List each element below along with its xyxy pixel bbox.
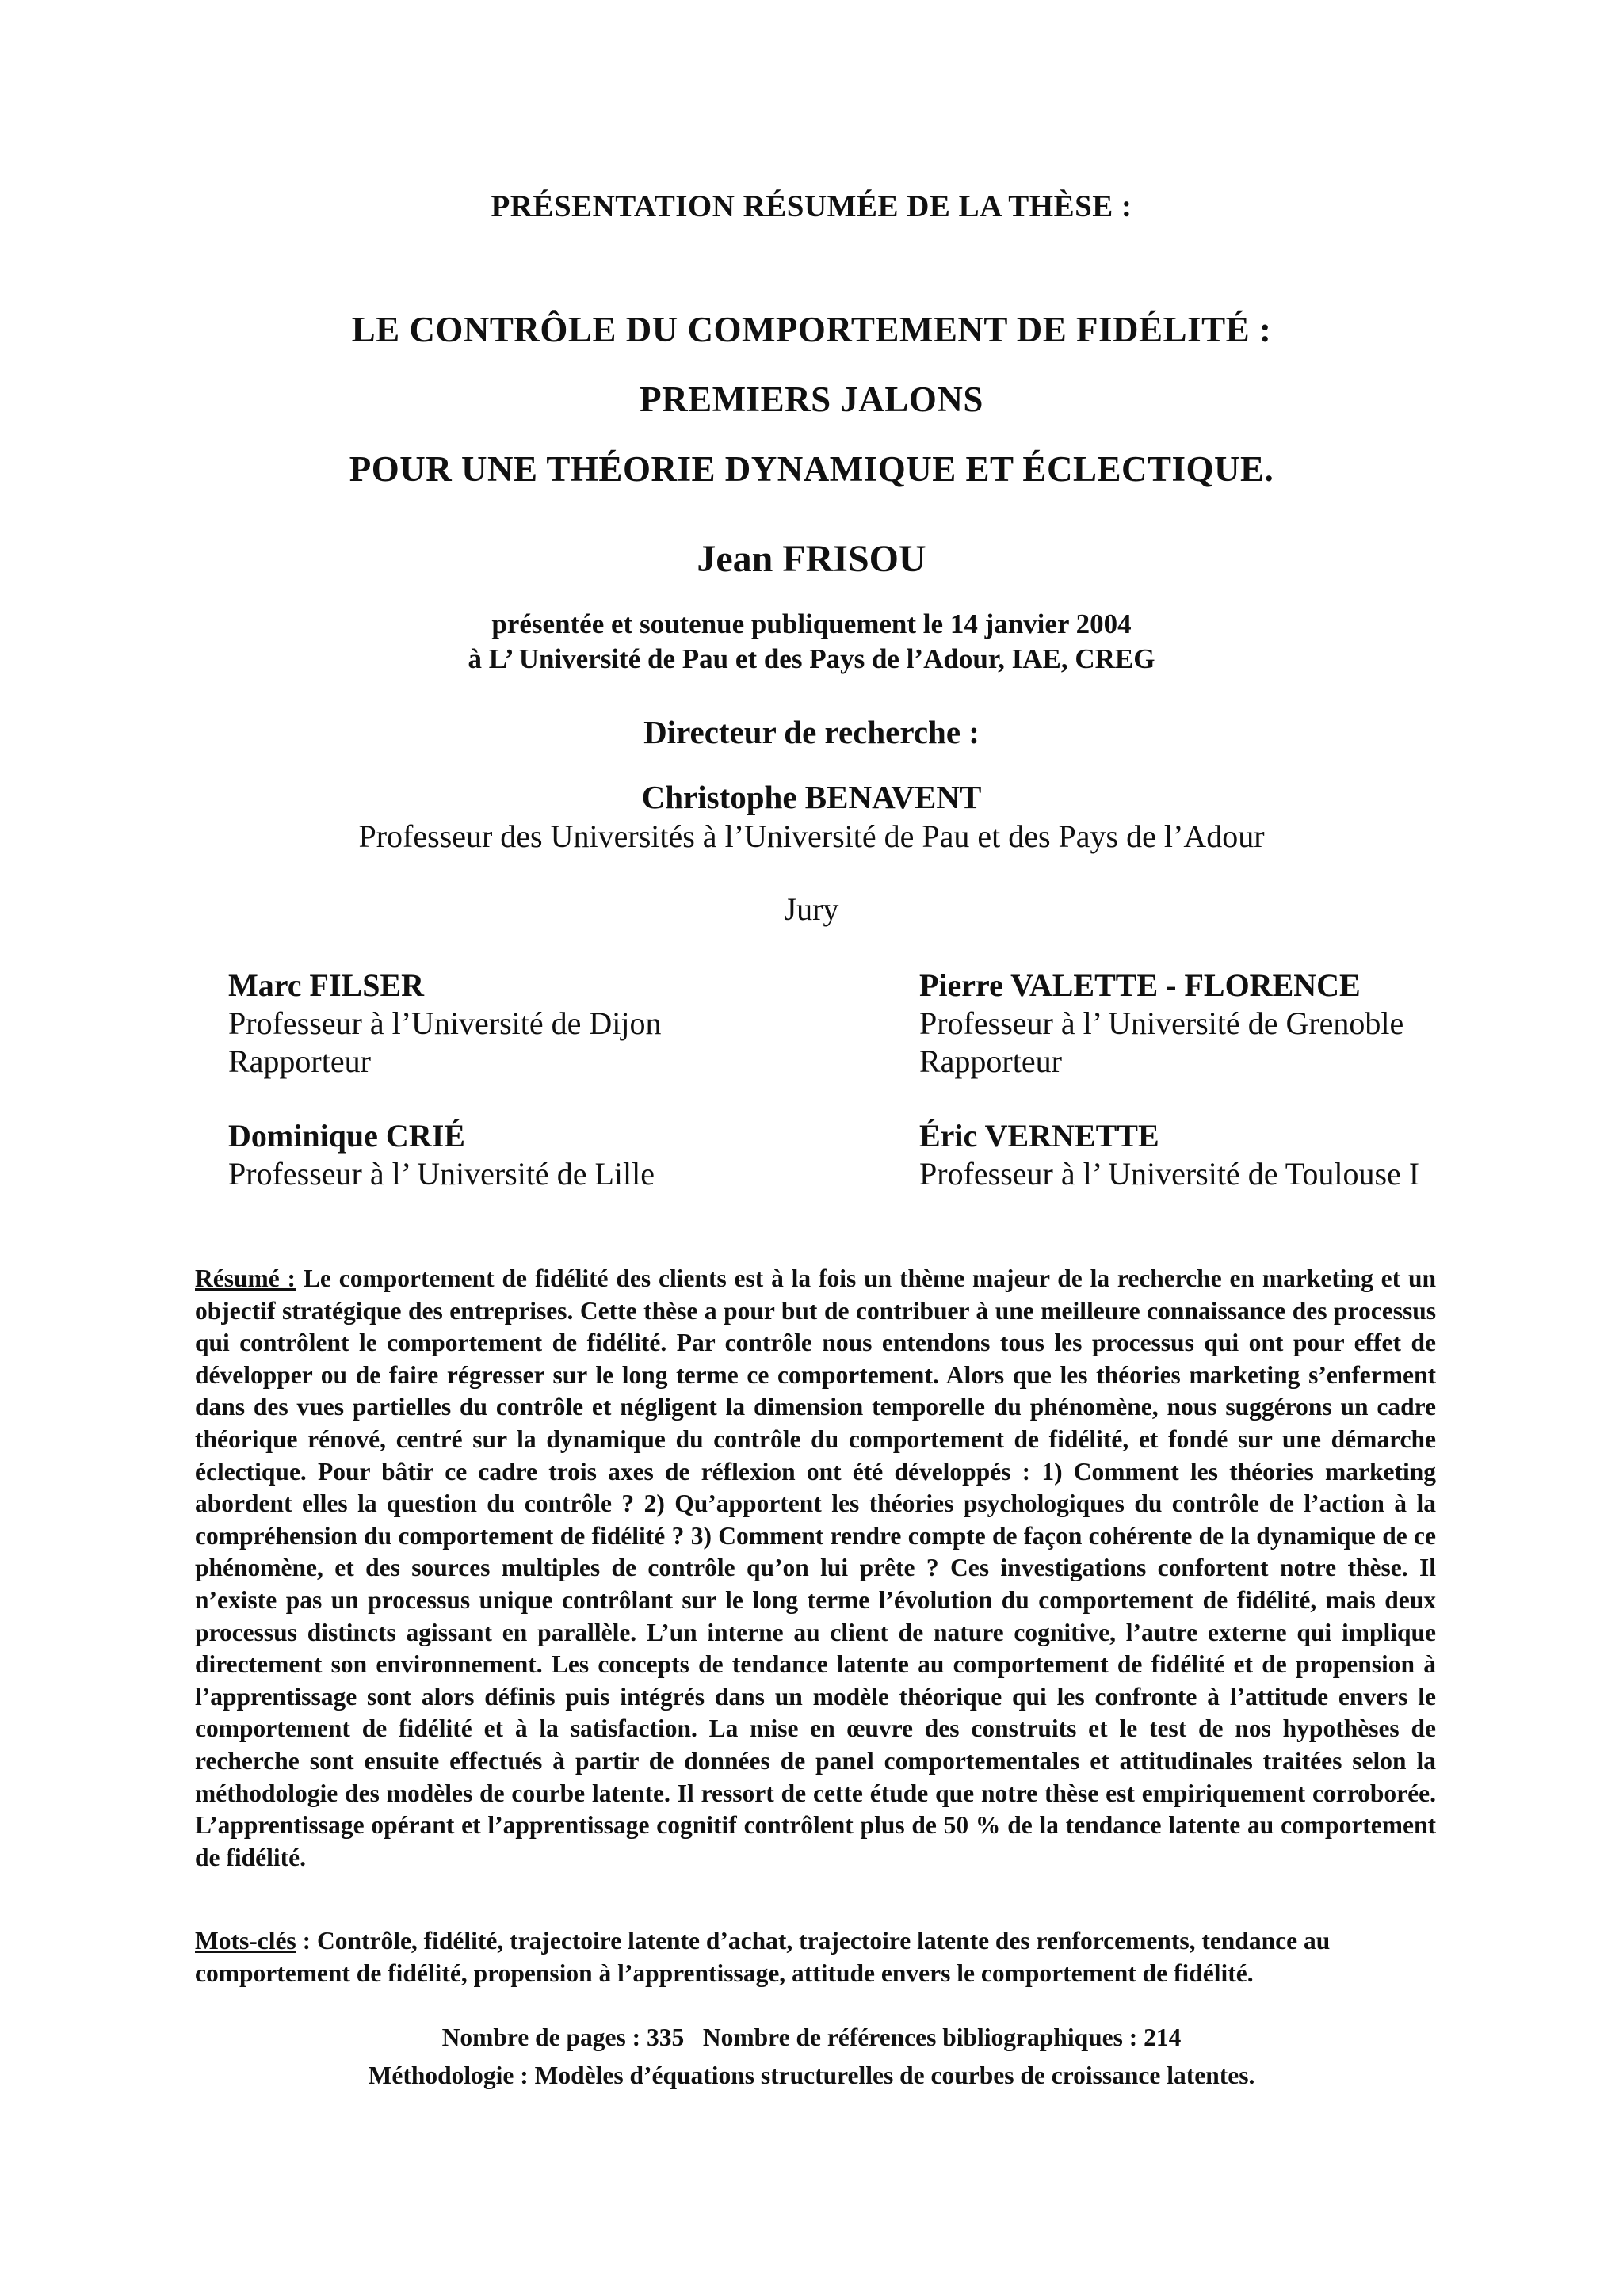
- abstract-label: Résumé :: [195, 1264, 296, 1292]
- director-title: Professeur des Universités à l’Université de Pau et des Pays de l’Adour: [358, 818, 1265, 854]
- jury-member: [919, 1117, 1419, 1193]
- keywords-separator: :: [296, 1927, 317, 1955]
- thesis-title-line-3: POUR UNE THÉORIE DYNAMIQUE ET ÉCLECTIQUE.: [349, 449, 1274, 489]
- keywords-label: Mots-clés: [195, 1927, 296, 1955]
- author-name: Jean FRISOU: [697, 538, 926, 580]
- jury-member-name: Marc FILSER: [228, 967, 425, 1003]
- defense-date-line: présentée et soutenue publiquement le 14 janvier 2004: [491, 608, 1132, 639]
- jury-member: [228, 1117, 655, 1193]
- defense-place-line: à L’ Université de Pau et des Pays de l’Adour, IAE, CREG: [468, 643, 1155, 674]
- jury-label: Jury: [784, 891, 839, 927]
- jury-member-position: Professeur à l’ Université de Lille: [228, 1156, 655, 1192]
- jury-member-role: Rapporteur: [919, 1043, 1062, 1079]
- director-label: Directeur de recherche :: [643, 714, 980, 750]
- thesis-title-line-1: LE CONTRÔLE DU COMPORTEMENT DE FIDÉLITÉ :: [351, 310, 1272, 349]
- jury-member: [919, 967, 1403, 1081]
- jury-member-position: Professeur à l’Université de Dijon: [228, 1005, 662, 1041]
- document-stats: [0, 2023, 1623, 2052]
- summary-heading: PRÉSENTATION RÉSUMÉE DE LA THÈSE :: [491, 189, 1132, 223]
- keywords-text: Contrôle, fidélité, trajectoire latente d’achat, trajectoire latente des renforcements, tendance au comportement de fidélité, propension à l’apprentissage, attitude envers le comportement de fidélité.: [195, 1927, 1331, 1987]
- jury-member-role: Rapporteur: [228, 1043, 371, 1079]
- jury-member-name: Dominique CRIÉ: [228, 1118, 465, 1154]
- jury-member-name: Éric VERNETTE: [919, 1118, 1159, 1154]
- director-name: Christophe BENAVENT: [641, 779, 982, 815]
- jury-member: [228, 967, 662, 1081]
- abstract-text: Le comportement de fidélité des clients est à la fois un thème majeur de la recherche en marketing et un objectif stratégique des entreprises. Cette thèse a pour but de contribuer à une meilleure connaissance des processus qui contrôlent le comportement de fidélité. Par contrôle nous entendons tous les processus qui ont pour effet de développer ou de faire régresser sur le long terme ce comportement. Alors que les théories marketing s’enferment dans des vues partielles du contrôle et négligent la dimension temporelle du phénomène, nous suggérons un cadre théorique rénové, centré sur la dynamique du contrôle du comportement de fidélité, et fondé sur une démarche éclectique. Pour bâtir ce cadre trois axes de réflexion ont été développés : 1) Comment les théories marketing abordent elles la question du contrôle ? 2) Qu’apportent les théories psychologiques du contrôle de l’action à la compréhension du comportement de fidélité ? 3) Comment rendre compte de façon cohérente de la dynamique de ce phénomène, et des sources multiples de contrôle qu’on lui prête ? Ces investigations confortent notre thèse. Il n’existe pas un processus unique contrôlant sur le long terme l’évolution du comportement de fidélité, mais deux processus distincts agissant en parallèle. L’un interne au client de nature cognitive, l’autre externe qui implique directement son environnement. Les concepts de tendance latente au comportement de fidélité et de propension à l’apprentissage sont alors définis puis intégrés dans un modèle théorique qui les confronte à l’attitude envers le comportement de fidélité et à la satisfaction. La mise en œuvre des construits et le test de nos hypothèses de recherche sont ensuite effectués à partir de données de panel comportementales et attitudinales traitées selon la méthodologie des modèles de courbe latente. Il ressort de cette étude que notre thèse est empiriquement corroborée. L’apprentissage opérant et l’apprentissage cognitif contrôlent plus de 50 % de la tendance latente au comportement de fidélité.: [195, 1264, 1437, 1871]
- page-count: Nombre de pages : 335: [441, 2023, 685, 2051]
- jury-member-name: Pierre VALETTE - FLORENCE: [919, 967, 1361, 1003]
- jury-member-position: Professeur à l’ Université de Grenoble: [919, 1005, 1404, 1041]
- reference-count: Nombre de références bibliographiques : 214: [702, 2023, 1182, 2051]
- defense-info: [0, 607, 1623, 677]
- keywords-paragraph: [195, 1925, 1436, 1989]
- jury-member-position: Professeur à l’ Université de Toulouse I: [919, 1156, 1420, 1192]
- abstract-paragraph: [195, 1263, 1436, 1874]
- thesis-title-line-2: PREMIERS JALONS: [640, 379, 983, 419]
- methodology-line: Méthodologie : Modèles d’équations structurelles de courbes de croissance latentes.: [368, 2061, 1255, 2089]
